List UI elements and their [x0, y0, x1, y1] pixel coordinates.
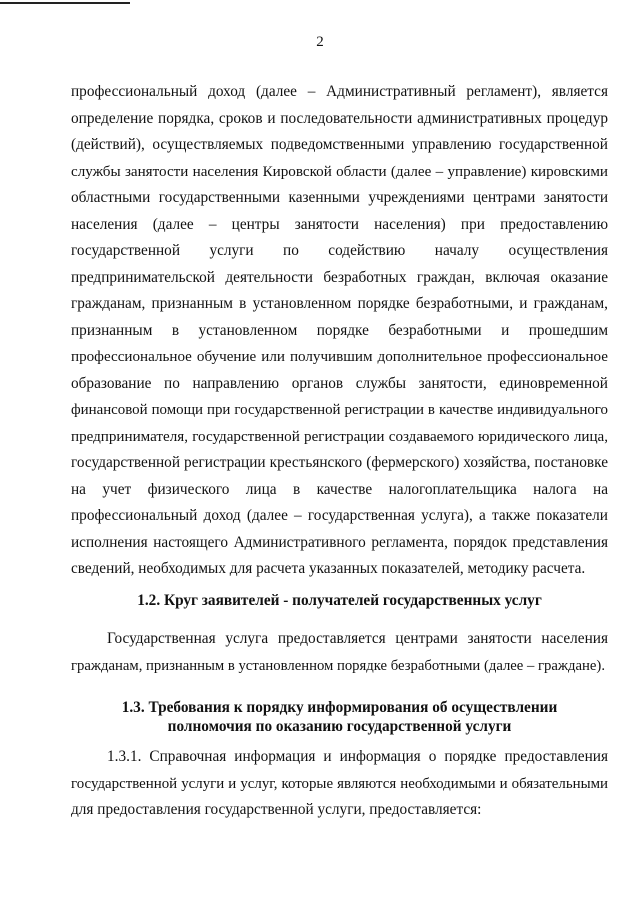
section-1-3-heading-line: полномочия по оказанию государственной услуги: [167, 718, 512, 735]
paragraph-line: профессиональное обучение или получившим дополнительное профессиональное: [71, 349, 608, 365]
top-rule: [0, 2, 130, 4]
paragraph-line: 1.3.1. Справочная информация и информация о порядке предоставления: [107, 748, 608, 765]
section-1-3-heading-line: 1.3. Требования к порядку информирования об осуществлении: [121, 699, 558, 716]
paragraph-line: предпринимателя, государственной регистрации создаваемого юридического лица,: [71, 428, 608, 445]
paragraph-line: гражданам, признанным в установленном порядке безработными (далее – граждане).: [71, 657, 605, 674]
paragraph-main: [71, 79, 608, 583]
paragraph-line: государственной регистрации крестьянского (фермерского) хозяйства, постановке: [71, 454, 608, 471]
paragraph-line: определение порядка, сроков и последовательности административных процедур: [71, 109, 608, 127]
paragraph-line: на учет физического лица в качестве налогоплательщика налога на: [71, 480, 608, 498]
paragraph-line: профессиональный доход (далее – государственная услуга), а также показатели: [71, 507, 608, 524]
paragraph-line: сведений, необходимых для расчета указанных показателей, методику расчета.: [71, 560, 586, 577]
paragraph-line: признанным в установленном порядке безработными и прошедшим: [71, 321, 608, 339]
paragraph-line: (действий), осуществляемых подведомственными управлению государственной: [71, 136, 608, 153]
section-1-3-heading: [71, 698, 608, 736]
paragraph-line: службы занятости населения Кировской области (далее – управление) кировскими: [71, 163, 608, 180]
paragraph-line: профессиональный доход (далее – Административный регламент), является: [71, 83, 608, 100]
section-1-2-heading: 1.2. Круг заявителей - получателей государственных услуг: [137, 592, 542, 609]
paragraph-line: областными государственными казенными учреждениями центрами занятости: [71, 189, 608, 206]
section-1-2-paragraph: [71, 626, 608, 679]
paragraph-line: Государственная услуга предоставляется центрами занятости населения: [107, 630, 608, 647]
paragraph-line: населения (далее – центры занятости населения) при предоставлению: [71, 215, 608, 233]
paragraph-line: государственной услуги и услуг, которые являются необходимыми и обязательными: [71, 775, 608, 792]
section-1-3-paragraph: [71, 744, 608, 824]
paragraph-line: для предоставления государственной услуги, предоставляется:: [71, 801, 482, 818]
paragraph-line: гражданам, признанным в установленном порядке безработными, и гражданам,: [71, 295, 608, 312]
paragraph-line: предпринимательской деятельности безработных граждан, включая оказание: [71, 268, 608, 286]
paragraph-line: образование по направлению органов службы занятости, единовременной: [71, 374, 608, 392]
page-number: 2: [316, 34, 324, 50]
paragraph-line: исполнения настоящего Административного регламента, порядок представления: [71, 533, 608, 551]
paragraph-line: финансовой помощи при государственной регистрации в качестве индивидуального: [71, 402, 608, 418]
paragraph-line: государственной услуги по содействию началу осуществления: [71, 242, 608, 259]
